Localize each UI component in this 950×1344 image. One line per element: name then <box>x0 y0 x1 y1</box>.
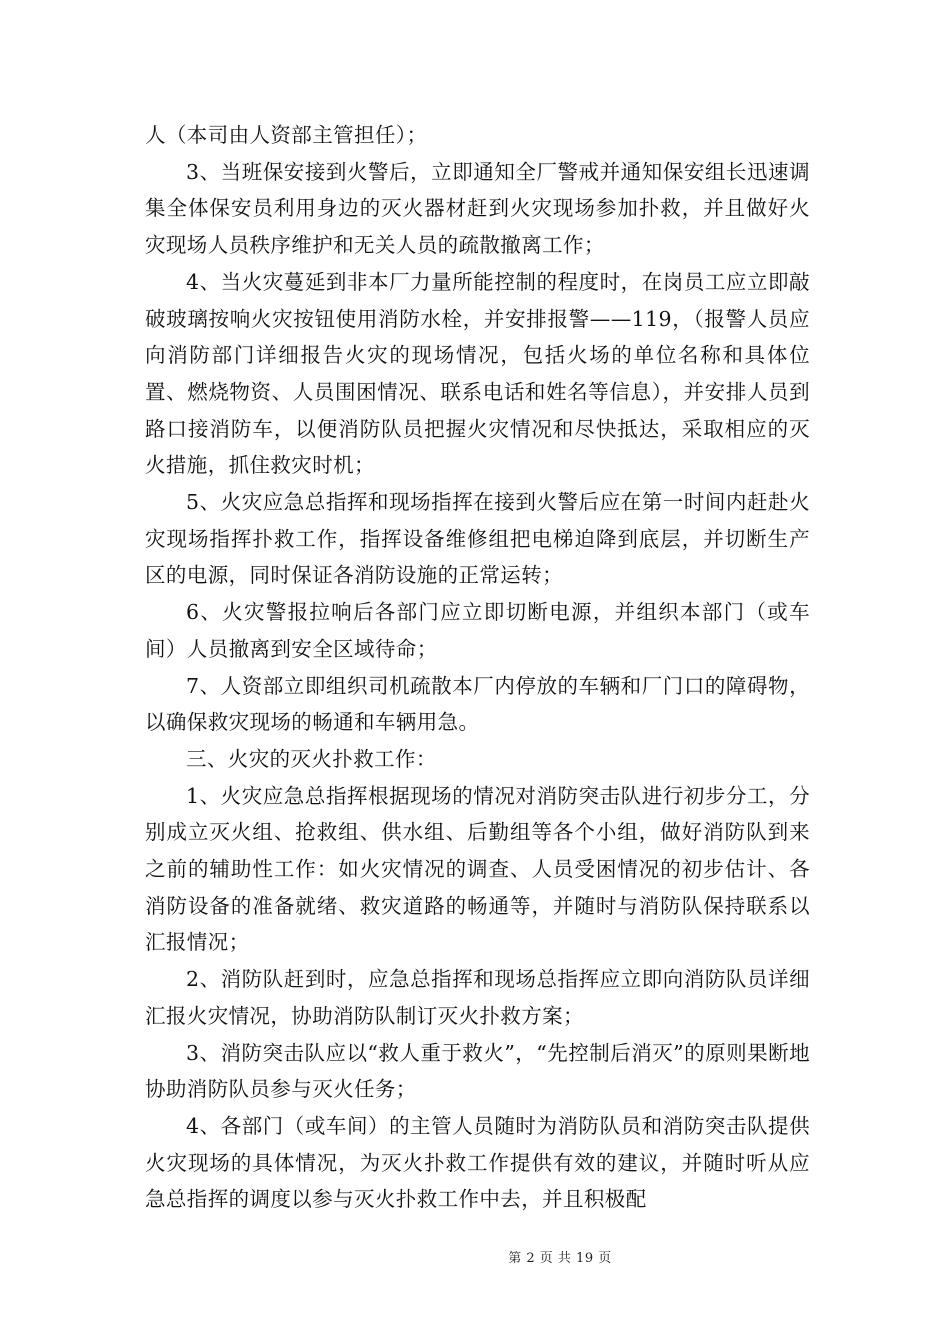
page-number: 第 2 页 共 19 页 <box>508 1251 612 1266</box>
section-heading: 三、火灾的灭火扑救工作： <box>186 746 437 771</box>
paragraph-2: 3、当班保安接到火警后，立即通知全厂警戒并通知保安组长迅速调集全体保安员利用身边的灭火器材赶到火灾现场参加扑救，并且做好火灾现场人员秩序维护和无关人员的疏散撤离工作； <box>145 159 810 258</box>
document-body <box>145 117 810 1218</box>
paragraph-4: 5、火灾应急总指挥和现场指挥在接到火警后应在第一时间内赶赴火灾现场指挥扑救工作，指挥设备维修组把电梯迫降到底层，并切断生产区的电源，同时保证各消防设施的正常运转； <box>145 490 810 588</box>
paragraph-8: 1、火灾应急总指挥根据现场的情况对消防突击队进行初步分工，分别成立灭火组、抢救组、供水组、后勤组等各个小组，做好消防队到来之前的辅助性工作：如火灾情况的调查、人员受困情况的初步估计、各消防设备的准备就绪、救灾道路的畅通等，并随时与消防队保持联系以汇报情况； <box>145 783 810 955</box>
paragraph-10: 3、消防突击队应以“救人重于救火”，“先控制后消灭”的原则果断地协助消防队员参与灭火任务； <box>145 1040 810 1102</box>
paragraph-5: 6、火灾警报拉响后各部门应立即切断电源，并组织本部门（或车间）人员撤离到安全区域待命； <box>145 600 810 661</box>
paragraph-6: 7、人资部立即组织司机疏散本厂内停放的车辆和厂门口的障碍物，以确保救灾现场的畅通和车辆用急。 <box>145 673 810 735</box>
paragraph-9: 2、消防队赶到时，应急总指挥和现场总指挥应立即向消防队员详细汇报火灾情况，协助消防队制订灭火扑救方案； <box>145 967 810 1028</box>
paragraph-1: 人（本司由人资部主管担任）； <box>145 123 428 147</box>
paragraph-3: 4、当火灾蔓延到非本厂力量所能控制的程度时，在岗员工应立即敲破玻璃按响火灾按钮使用消防水栓，并安排报警——119，（报警人员应向消防部门详细报告火灾的现场情况，包括火场的单位名称和具体位置、燃烧物资、人员围困情况、联系电话和姓名等信息），并安排人员到路口接消防车，以便消防队员把握火灾情况和尽快抵达，采取相应的灭火措施，抓住救灾时机； <box>145 269 810 478</box>
page-footer <box>0 1247 950 1266</box>
paragraph-11: 4、各部门（或车间）的主管人员随时为消防队员和消防突击队提供火灾现场的具体情况，为灭火扑救工作提供有效的建议，并随时听从应急总指挥的调度以参与灭火扑救工作中去，并且积极配 <box>145 1113 810 1212</box>
